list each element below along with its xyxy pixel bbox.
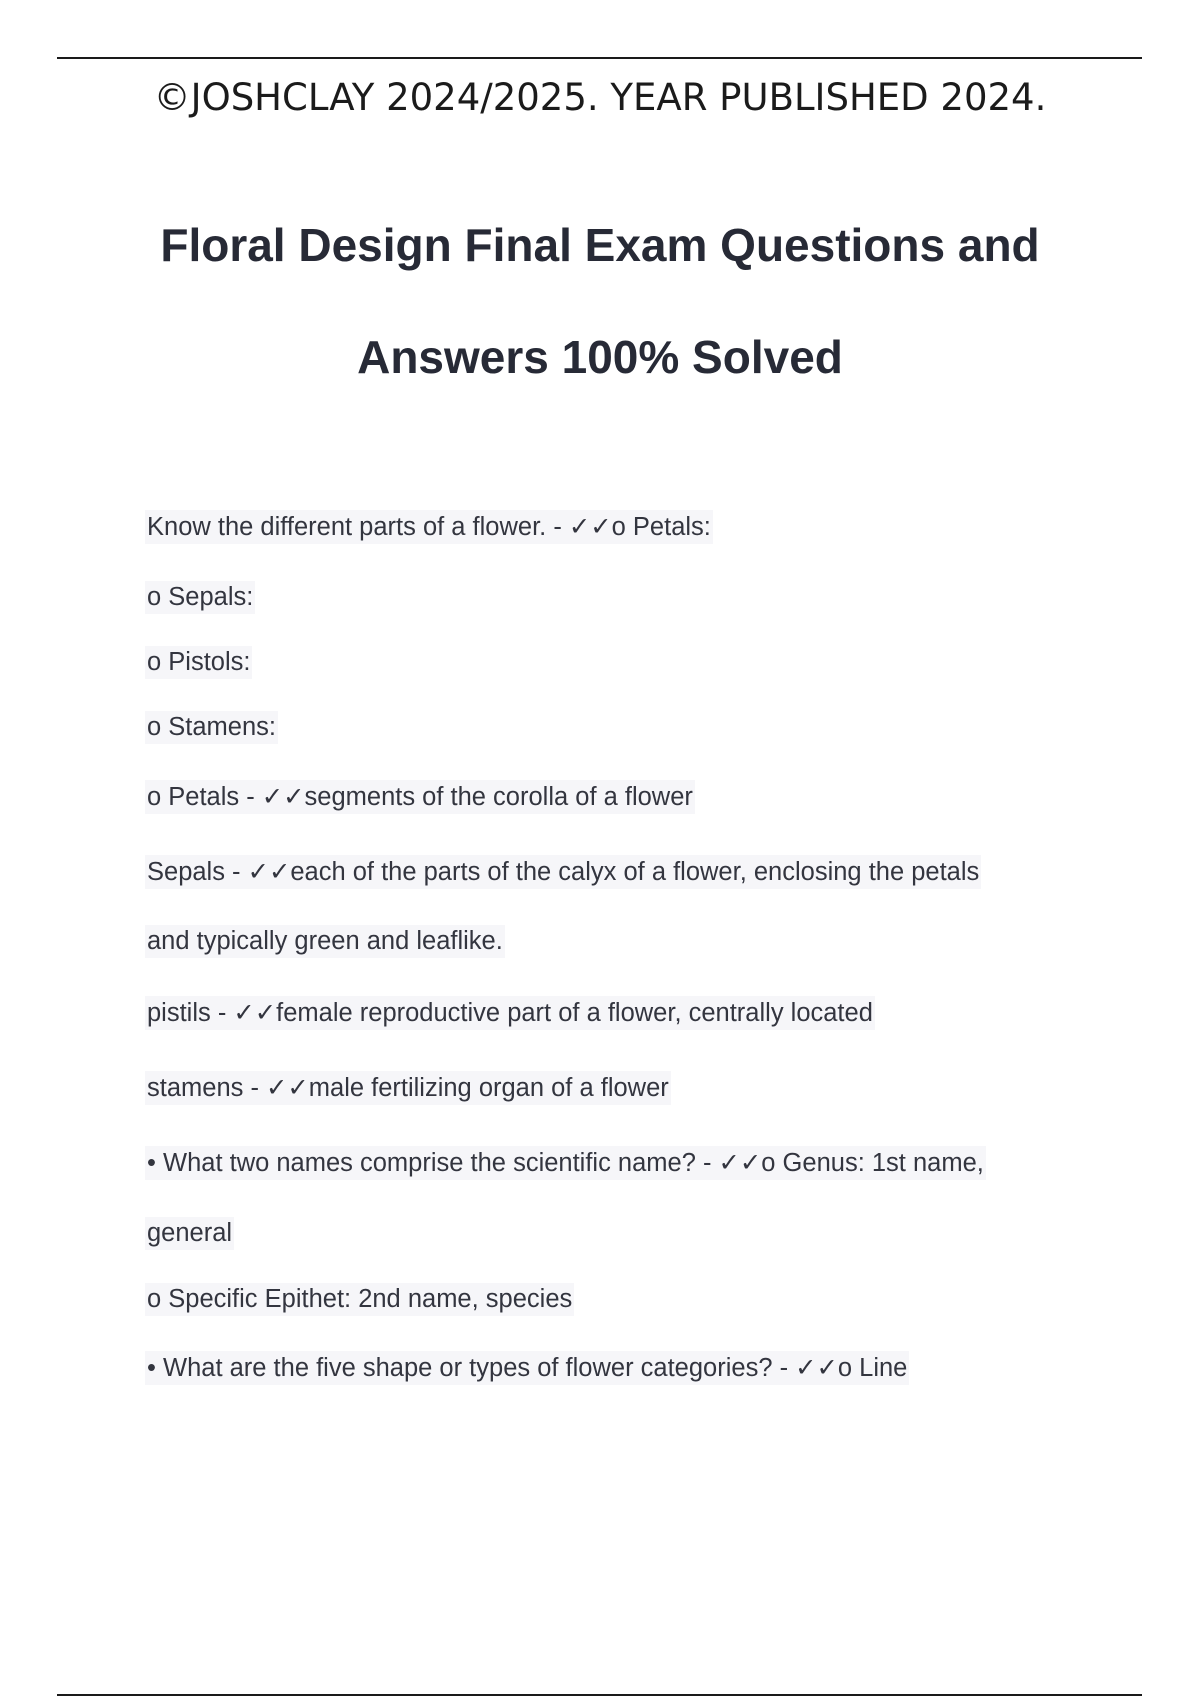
question-flower-categories: • What are the five shape or types of flower categories? - ✓✓o Line xyxy=(145,1351,909,1385)
answer-item-sepals: o Sepals: xyxy=(145,581,255,614)
answer-item-pistols: o Pistols: xyxy=(145,646,252,679)
bottom-rule xyxy=(57,1694,1142,1696)
question-petals: o Petals - ✓✓segments of the corolla of a flower xyxy=(145,780,695,814)
question-sepals-continued: and typically green and leaflike. xyxy=(145,925,505,958)
top-rule xyxy=(57,57,1142,59)
document-title-line-1: Floral Design Final Exam Questions and xyxy=(160,219,1040,271)
copyright-header: ©JOSHCLAY 2024/2025. YEAR PUBLISHED 2024. xyxy=(153,76,1047,119)
document-title-line-2: Answers 100% Solved xyxy=(357,331,843,383)
answer-item-stamens: o Stamens: xyxy=(145,711,278,744)
question-parts-of-flower: Know the different parts of a flower. - ✓✓o Petals: xyxy=(145,510,713,544)
question-pistils: pistils - ✓✓female reproductive part of a flower, centrally located xyxy=(145,996,875,1030)
question-sepals: Sepals - ✓✓each of the parts of the calyx of a flower, enclosing the petals xyxy=(145,855,981,889)
question-scientific-name-continued: general xyxy=(145,1217,234,1250)
question-scientific-name: • What two names comprise the scientific name? - ✓✓o Genus: 1st name, xyxy=(145,1146,986,1180)
question-stamens: stamens - ✓✓male fertilizing organ of a flower xyxy=(145,1071,671,1105)
answer-specific-epithet: o Specific Epithet: 2nd name, species xyxy=(145,1283,574,1316)
